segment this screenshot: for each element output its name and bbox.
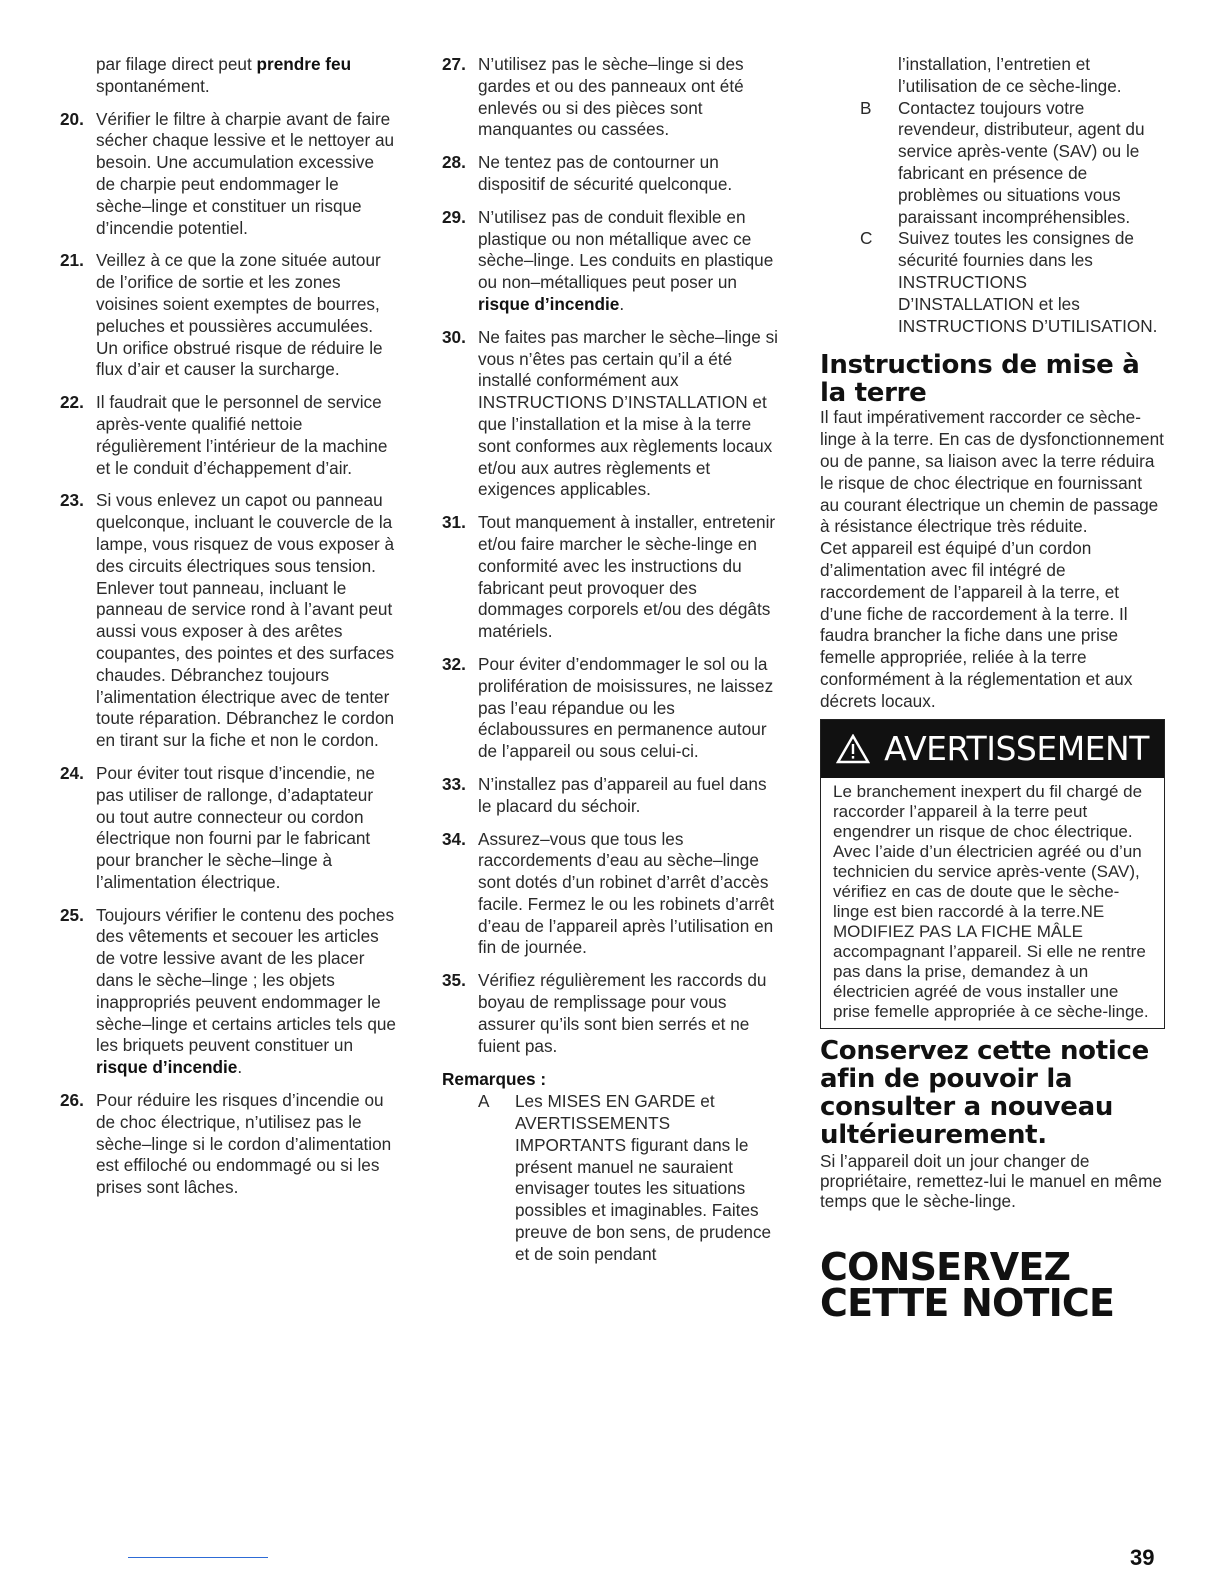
keep-notice-heading: Conservez cette notice afin de pouvoir la consulter a nouveau ultérieurement. — [820, 1035, 1149, 1150]
list-item: 30. Ne faites pas marcher le sèche–linge si vous n’êtes pas certain qu’il a été installé conformément aux INSTRUCTIONS D’INSTALLATION et que l’installation et la mise à la terre sont conformes aux règlements locaux et/ou aux autres règlements et exigences applicables. — [442, 326, 778, 500]
list-item: 24. Pour éviter tout risque d’incendie, ne pas utiliser de rallonge, d’adaptateur ou tout autre connecteur ou cordon électrique non fourni par le fabricant pour brancher le sèche–linge à l’alimentation électrique. — [60, 762, 375, 892]
page-number: 39 — [1130, 1545, 1155, 1570]
grounding-paragraph: Il faut impérativement raccorder ce sèche-linge à la terre. En cas de dysfonctionnement ou de panne, sa liaison avec la terre réduira le risque de choc électrique en fournissant au courant électrique un chemin de passage à résistance électrique très réduite. — [820, 407, 1164, 537]
continued-item-19: par filage direct peut prendre feu spontanément. — [96, 54, 352, 96]
list-item: 28. Ne tentez pas de contourner un dispositif de sécurité quelconque. — [442, 152, 733, 194]
list-item: 35. Vérifiez régulièrement les raccords du boyau de remplissage pour vous assurer qu’ils sont bien serrés et ne fuient pas. — [442, 970, 767, 1056]
list-item: 26. Pour réduire les risques d’incendie ou de choc électrique, n’utilisez pas le sèche–linge si le cordon d’alimentation est effiloché ou endommagé ou si les prises sont lâches. — [60, 1090, 392, 1198]
keep-notice-paragraph: Si l’appareil doit un jour changer de propriétaire, remettez-lui le manuel en même temps que le sèche-linge. — [820, 1150, 1162, 1211]
column-3 — [820, 54, 1165, 1325]
list-item: 32. Pour éviter d’endommager le sol ou la prolifération de moisissures, ne laissez pas l’eau répandue ou les éclaboussures en permanence autour de l’appareil ou sous celui-ci. — [442, 653, 774, 762]
grounding-heading: Instructions de mise à la terre — [820, 350, 1140, 409]
list-item: 27. N’utilisez pas le sèche–linge si des gardes et ou des panneaux ont été enlevés ou si des pièces sont manquantes ou cassées. — [442, 54, 744, 140]
warning-label: AVERTISSEMENT — [884, 728, 1149, 768]
warning-header — [821, 720, 1164, 778]
remark-b: B Contactez toujours votre revendeur, distributeur, agent du service après-vente (SAV) ou le fabricant en présence de problèmes ou situations vous paraissant incompréhensibles. — [860, 97, 1145, 227]
keep-notice-banner: CONSERVEZ CETTE NOTICE — [820, 1244, 1115, 1325]
warning-box — [820, 719, 1165, 1029]
grounding-paragraph: Cet appareil est équipé d’un cordon d’alimentation avec fil intégré de raccordement de l’appareil à la terre, et d’une fiche de raccordement à la terre. Il faudra brancher la fiche dans une prise femelle appropriée, reliée à la terre conformément à la réglementation et aux décrets locaux. — [820, 538, 1133, 711]
list-item: 21. Veillez à ce que la zone située autour de l’orifice de sortie et les zones voisines soient exemptes de bourres, peluches et poussières accumulées. Un orifice obstrué risque de réduire le flux d’air et causer la surcharge. — [60, 250, 383, 380]
list-item: 29. N’utilisez pas de conduit flexible en plastique ou non métallique avec ce sèche–linge. Les conduits en plastique ou non–métalliques peut poser un risque d’incendie. — [442, 206, 774, 314]
column-1 — [60, 54, 396, 1199]
remarks-title: Remarques : — [442, 1069, 547, 1090]
list-item: 23. Si vous enlevez un capot ou panneau quelconque, incluant le couvercle de la lampe, vous risquez de vous exposer à des circuits électriques sous tension. Enlever tout panneau, incluant le panneau de service rond à l’avant peut aussi vous exposer à des arêtes coupantes, des pointes et des surfaces chaudes. Débranchez toujours l’alimentation électrique avec de tenter toute réparation. Débranchez le cordon en tirant sur la fiche et non le cordon. — [60, 490, 395, 751]
list-item: 20. Vérifier le filtre à charpie avant de faire sécher chaque lessive et le nettoyer au besoin. Une accumulation excessive de charpie peut endommager le sèche–linge et constituer un risque d’incendie potentiel. — [60, 108, 395, 238]
warning-triangle-icon — [836, 734, 870, 764]
list-item: 34. Assurez–vous que tous les raccordements d’eau au sèche–linge sont dotés d’un robinet d’arrêt d’accès facile. Fermez le ou les robinets d’arrêt d’eau de l’appareil après l’utilisation en fin de journée. — [442, 828, 775, 958]
list-item: 31. Tout manquement à installer, entretenir et/ou faire marcher le sèche-linge en conformité avec les instructions du fabricant peut provoquer des dommages corporels et/ou des dégâts matériels. — [442, 512, 776, 642]
remark-a: A Les MISES EN GARDE et AVERTISSEMENTS IMPORTANTS figurant dans le présent manuel ne sauraient envisager toutes les situations possibles et imaginables. Faites preuve de bon sens, de prudence et de soin pendant — [478, 1091, 772, 1264]
footer-divider — [128, 1557, 268, 1558]
remark-a-continued: l’installation, l’entretien et l’utilisation de ce sèche-linge. — [898, 54, 1122, 96]
list-item: 25. Toujours vérifier le contenu des poches des vêtements et secouer les articles de votre lessive avant de les placer dans le sèche–linge ; les objets inappropriés peuvent endommager le sèche–linge et certains articles tels que les briquets peuvent constituer un risque d’incendie. — [60, 904, 396, 1078]
list-item: 33. N’installez pas d’appareil au fuel dans le placard du séchoir. — [442, 773, 767, 816]
list-item: 22. Il faudrait que le personnel de service après-vente qualifié nettoie régulièrement l’intérieur de la machine et le conduit d’échappement d’air. — [60, 392, 388, 478]
column-2 — [442, 54, 782, 1266]
remark-c: C Suivez toutes les consignes de sécurité fournies dans les INSTRUCTIONS D’INSTALLATION et les INSTRUCTIONS D’UTILISATION. — [860, 228, 1158, 336]
warning-text: Le branchement inexpert du fil chargé de raccorder l’appareil à la terre peut engendrer un risque de choc électrique. Avec l’aide d’un électricien agréé ou d’un technicien du service après-vente (SAV), vérifiez en cas de doute que le sèche-linge est bien raccordé à la terre.NE MODIFIEZ PAS LA FICHE MÂLE accompagnant l’appareil. Si elle ne rentre pas dans la prise, demandez à un électricien agréé de vous installer une prise femelle appropriée à ce sèche-linge. — [833, 781, 1149, 1021]
